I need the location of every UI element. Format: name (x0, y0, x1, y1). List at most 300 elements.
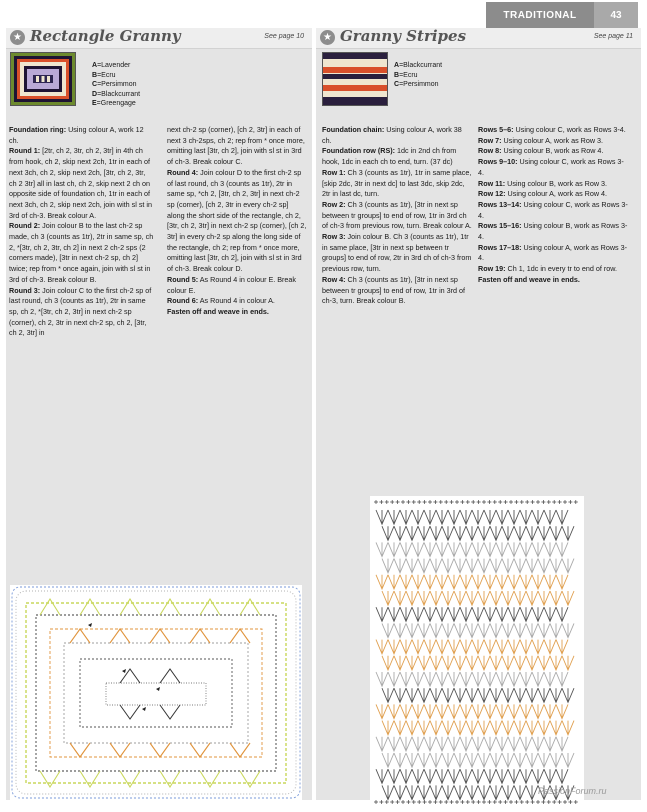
treble-cluster-mark (430, 785, 442, 799)
treble-cluster-mark (424, 575, 436, 589)
treble-cluster-mark (448, 704, 460, 718)
treble-cluster-mark (532, 542, 544, 556)
treble-cluster-mark (520, 640, 532, 654)
chain-stitch-mark (536, 500, 540, 504)
treble-cluster-mark (394, 591, 406, 605)
treble-cluster-mark (436, 575, 448, 589)
page-number: 43 (594, 2, 638, 28)
chain-stitch-mark (498, 500, 502, 504)
instruction-step: Row 19: Ch 1, 1dc in every tr to end of row. (478, 264, 618, 274)
treble-cluster-mark (424, 607, 436, 621)
treble-cluster-mark (412, 672, 424, 686)
treble-cluster-mark (448, 769, 460, 783)
treble-cluster-mark (562, 559, 574, 573)
treble-cluster-mark (514, 623, 526, 637)
treble-cluster-mark (502, 559, 514, 573)
treble-cluster-mark (388, 542, 400, 556)
treble-cluster-mark (556, 737, 568, 751)
chain-stitch-mark (574, 500, 578, 504)
chain-stitch-mark (450, 500, 454, 504)
treble-cluster-mark (418, 526, 430, 540)
chain-stitch-mark (444, 500, 448, 504)
instruction-step: Round 4: Join colour D to the first ch-2 sp of last round, ch 3 (counts as 1tr), 2tr in same sp, *ch 2, [3tr, ch 2, 3tr] in next ch-2 sp (corner), [ch 2, 3tr in every ch-2 sp] along the short side of the rectangle, ch 2, [3tr, ch 2, 3tr] in next ch-2 sp (corner), [ch 2, 3tr] in every ch-2 sp along the long side of the rectangle, ch 2; rep from * once more, omitting last [3tr, ch 2], join with sl st in 3rd of ch-3. Break colour D. (167, 167, 307, 274)
treble-cluster-mark (538, 753, 550, 767)
chain-stitch-mark (531, 800, 535, 804)
granny-stripes-panel (316, 28, 641, 800)
chain-stitch-mark (417, 500, 421, 504)
treble-cluster-mark (400, 704, 412, 718)
treble-cluster-mark (394, 688, 406, 702)
see-page-link[interactable]: See page 10 (264, 33, 304, 40)
treble-cluster-mark (550, 591, 562, 605)
stitch-row (376, 737, 568, 751)
chain-stitch-mark (498, 800, 502, 804)
chain-stitch-mark (558, 800, 562, 804)
treble-cluster-mark (478, 623, 490, 637)
treble-cluster-mark (448, 542, 460, 556)
treble-cluster-mark (496, 737, 508, 751)
chain-stitch-mark (423, 500, 427, 504)
treble-cluster-mark (550, 656, 562, 670)
treble-cluster-mark (562, 623, 574, 637)
instructions-column-1 (9, 125, 154, 339)
chain-stitch-mark (574, 800, 578, 804)
treble-cluster-mark (382, 656, 394, 670)
treble-cluster-mark (394, 753, 406, 767)
treble-cluster-mark (562, 753, 574, 767)
treble-cluster-mark (460, 607, 472, 621)
stitch-row (382, 721, 574, 735)
treble-cluster-mark (454, 785, 466, 799)
treble-cluster-mark (556, 672, 568, 686)
chain-stitch-mark (439, 800, 443, 804)
rectangle-granny-chart (10, 585, 302, 800)
treble-cluster-mark (532, 510, 544, 524)
treble-cluster-mark (412, 704, 424, 718)
treble-cluster-mark (496, 510, 508, 524)
treble-cluster-mark (484, 510, 496, 524)
treble-cluster-mark (430, 559, 442, 573)
stitch-row (376, 704, 568, 718)
treble-cluster-mark (454, 753, 466, 767)
treble-cluster-mark (454, 721, 466, 735)
treble-cluster-mark (514, 785, 526, 799)
instruction-step: next ch-2 sp (corner), [ch 2, 3tr] in each of next 3 ch-2sps, ch 2; rep from * once more, omitting last [3tr, ch 2], join with sl st in 3rd of ch-3. Break colour C. (167, 125, 305, 167)
chain-stitch-mark (401, 800, 405, 804)
treble-cluster-mark (526, 721, 538, 735)
chain-stitch-mark (439, 500, 443, 504)
instruction-step: Row 8: Using colour B, work as Row 4. (478, 146, 604, 156)
treble-cluster-mark (526, 591, 538, 605)
treble-cluster-mark (478, 526, 490, 540)
treble-cluster-mark (412, 510, 424, 524)
treble-cluster-mark (532, 769, 544, 783)
chain-stitch-mark (396, 500, 400, 504)
see-page-link[interactable]: See page 11 (593, 33, 633, 40)
chain-stitch-mark (374, 800, 378, 804)
chain-stitch-mark (487, 500, 491, 504)
colour-key-item: A=Blackcurrant (394, 62, 443, 69)
stitch-row (376, 542, 568, 556)
treble-cluster-mark (388, 737, 400, 751)
treble-cluster-mark (490, 656, 502, 670)
treble-cluster-mark (550, 721, 562, 735)
treble-cluster-mark (466, 656, 478, 670)
chain-stitch-mark (477, 800, 481, 804)
chain-stitch-mark (412, 500, 416, 504)
chain-stitch-mark (450, 800, 454, 804)
chain-stitch-mark (509, 800, 513, 804)
chain-stitch-mark (547, 800, 551, 804)
stitch-row (376, 575, 568, 589)
treble-cluster-mark (412, 737, 424, 751)
treble-cluster-mark (502, 785, 514, 799)
treble-cluster-mark (538, 526, 550, 540)
treble-cluster-mark (478, 721, 490, 735)
chain-stitch-mark (531, 500, 535, 504)
instruction-step: Rows 5–6: Using colour C, work as Rows 3-4. (478, 125, 626, 134)
chain-stitch-mark (455, 800, 459, 804)
treble-cluster-mark (394, 526, 406, 540)
treble-cluster-mark (382, 721, 394, 735)
treble-cluster-mark (550, 526, 562, 540)
instruction-step: Round 5: As Round 4 in colour E. Break colour E. (167, 274, 297, 295)
treble-cluster-mark (382, 785, 394, 799)
treble-cluster-mark (502, 623, 514, 637)
chain-stitch-mark (525, 800, 529, 804)
treble-cluster-mark (544, 575, 556, 589)
treble-cluster-mark (490, 688, 502, 702)
chain-stitch-mark (563, 800, 567, 804)
treble-cluster-mark (490, 721, 502, 735)
treble-cluster-mark (460, 542, 472, 556)
treble-cluster-mark (484, 737, 496, 751)
chain-stitch-mark (504, 500, 508, 504)
granny-stripes-chart (370, 496, 584, 812)
star-icon: ★ (10, 30, 25, 45)
treble-cluster-mark (382, 526, 394, 540)
treble-cluster-mark (448, 737, 460, 751)
panel-header (6, 28, 312, 49)
treble-cluster-mark (424, 672, 436, 686)
treble-cluster-mark (394, 785, 406, 799)
treble-cluster-mark (490, 623, 502, 637)
chain-stitch-mark (460, 500, 464, 504)
treble-cluster-mark (448, 640, 460, 654)
treble-cluster-mark (460, 510, 472, 524)
treble-cluster-mark (478, 656, 490, 670)
panel-header (316, 28, 641, 49)
colour-key-item: B=Ecru (92, 71, 116, 79)
chain-stitch-mark (487, 800, 491, 804)
treble-cluster-mark (442, 688, 454, 702)
treble-cluster-mark (406, 559, 418, 573)
instruction-step: Round 6: As Round 4 in colour A. (167, 296, 275, 306)
treble-cluster-mark (412, 607, 424, 621)
instructions-column-1 (322, 125, 472, 307)
treble-cluster-mark (538, 623, 550, 637)
treble-cluster-mark (502, 526, 514, 540)
treble-cluster-mark (376, 672, 388, 686)
treble-cluster-mark (472, 575, 484, 589)
treble-cluster-mark (454, 526, 466, 540)
treble-cluster-mark (424, 737, 436, 751)
chain-stitch-mark (455, 500, 459, 504)
chain-stitch-mark (568, 800, 572, 804)
stitch-row (382, 591, 574, 605)
treble-cluster-mark (466, 688, 478, 702)
treble-cluster-mark (406, 688, 418, 702)
chain-stitch-mark (406, 500, 410, 504)
treble-cluster-mark (556, 542, 568, 556)
treble-cluster-mark (484, 607, 496, 621)
treble-cluster-mark (430, 591, 442, 605)
treble-cluster-mark (412, 769, 424, 783)
chain-stitch-mark (493, 800, 497, 804)
treble-cluster-mark (448, 672, 460, 686)
instruction-step: Fasten off and weave in ends. (478, 274, 580, 284)
treble-cluster-mark (466, 753, 478, 767)
treble-cluster-mark (406, 721, 418, 735)
treble-cluster-mark (466, 591, 478, 605)
rectangle-granny-swatch-photo (10, 52, 76, 106)
treble-cluster-mark (448, 607, 460, 621)
treble-cluster-mark (382, 753, 394, 767)
treble-cluster-mark (376, 607, 388, 621)
instruction-step: Round 3: Join colour C to the first ch-2 sp of last round, ch 3 (counts as 1tr), 2tr in same sp, ch 2, *[3tr, ch 2, 3tr] in next ch-2 sp (corner), ch 2, 3tr in next ch-2 sp, ch 2, [3tr, ch 2, 3tr] in (9, 285, 152, 338)
page-header (0, 0, 647, 28)
chain-stitch-mark (406, 800, 410, 804)
treble-cluster-mark (526, 656, 538, 670)
treble-cluster-mark (484, 575, 496, 589)
treble-cluster-mark (418, 591, 430, 605)
instruction-step: Round 1: [2tr, ch 2, 3tr, ch 2, 3tr] in 4th ch from hook, ch 2, skip next 2ch, 1tr in each of next 3ch, ch 2, skip next 2ch, [3tr, ch 2, 3tr, ch 2 3tr] all in last ch, ch 2, skip next 2 ch on opposite side of foundation ch, 1tr in each of next 3ch, ch 2, skip next 2ch, join with sl st in 3rd of ch-3. Break colour A. (9, 146, 153, 220)
treble-cluster-mark (442, 591, 454, 605)
treble-cluster-mark (496, 607, 508, 621)
stitch-row (382, 753, 574, 767)
instruction-step: Row 12: Using colour A, work as Row 4. (478, 189, 608, 199)
treble-cluster-mark (394, 656, 406, 670)
treble-cluster-mark (550, 559, 562, 573)
treble-cluster-mark (460, 769, 472, 783)
treble-cluster-mark (418, 623, 430, 637)
treble-cluster-mark (538, 688, 550, 702)
treble-cluster-mark (544, 737, 556, 751)
treble-cluster-mark (514, 559, 526, 573)
treble-cluster-mark (508, 575, 520, 589)
treble-cluster-mark (502, 656, 514, 670)
treble-cluster-mark (508, 769, 520, 783)
treble-cluster-mark (562, 688, 574, 702)
instruction-step: Row 3: Join colour B. Ch 3 (counts as 1tr), 1tr in same place, [3tr in next sp between tr groups] to end of row, 2tr in 3rd ch of ch-3 from previous row, turn. (322, 232, 472, 274)
treble-cluster-mark (544, 704, 556, 718)
treble-cluster-mark (394, 559, 406, 573)
stitch-row (382, 559, 574, 573)
treble-cluster-mark (406, 591, 418, 605)
instruction-step: Foundation ring: Using colour A, work 12 ch. (9, 125, 144, 145)
treble-cluster-mark (544, 672, 556, 686)
treble-cluster-mark (460, 737, 472, 751)
treble-cluster-mark (562, 721, 574, 735)
treble-cluster-mark (460, 704, 472, 718)
treble-cluster-mark (520, 575, 532, 589)
treble-cluster-mark (472, 607, 484, 621)
treble-cluster-mark (472, 542, 484, 556)
treble-cluster-mark (550, 688, 562, 702)
chain-stitch-mark (482, 500, 486, 504)
instruction-step: Row 7: Using colour A, work as Row 3. (478, 135, 604, 145)
treble-cluster-mark (454, 623, 466, 637)
colour-key-item: B=Ecru (394, 71, 418, 79)
instruction-step: Round 2: Join colour B to the last ch-2 sp made, ch 3 (counts as 1tr), 2tr in same sp, ch 2, *[3tr, ch 2, 3tr, ch 2] in next 2 ch-2 sps (2 corners made), [3tr in next ch-2 sp, ch 2] twice; rep from * once again, join with sl st in 3rd of ch-3. Break colour B. (9, 221, 154, 284)
treble-cluster-mark (472, 737, 484, 751)
treble-cluster-mark (484, 704, 496, 718)
treble-cluster-mark (460, 672, 472, 686)
treble-cluster-mark (436, 769, 448, 783)
treble-cluster-mark (490, 526, 502, 540)
stitch-row (382, 688, 574, 702)
colour-key-item: E=Greengage (92, 100, 136, 107)
chain-stitch-mark (466, 800, 470, 804)
treble-cluster-mark (424, 769, 436, 783)
treble-cluster-mark (382, 559, 394, 573)
treble-cluster-mark (454, 559, 466, 573)
treble-cluster-mark (502, 753, 514, 767)
chain-stitch-mark (541, 500, 545, 504)
treble-cluster-mark (442, 623, 454, 637)
chain-stitch-mark (433, 500, 437, 504)
treble-cluster-mark (538, 721, 550, 735)
chain-stitch-mark (385, 800, 389, 804)
treble-cluster-mark (388, 704, 400, 718)
treble-cluster-mark (502, 591, 514, 605)
pattern-title: Granny Stripes (340, 27, 467, 45)
treble-cluster-mark (466, 559, 478, 573)
treble-cluster-mark (526, 785, 538, 799)
treble-cluster-mark (388, 640, 400, 654)
treble-cluster-mark (454, 656, 466, 670)
stitch-row (382, 623, 574, 637)
chain-stitch-mark (379, 500, 383, 504)
stitch-row (376, 672, 568, 686)
treble-cluster-mark (442, 526, 454, 540)
chain-stitch-mark (541, 800, 545, 804)
treble-cluster-mark (430, 688, 442, 702)
treble-cluster-mark (508, 640, 520, 654)
treble-cluster-mark (442, 785, 454, 799)
treble-cluster-mark (556, 575, 568, 589)
treble-cluster-mark (436, 607, 448, 621)
treble-cluster-mark (400, 510, 412, 524)
treble-cluster-mark (496, 769, 508, 783)
treble-cluster-mark (544, 640, 556, 654)
instruction-step: Fasten off and weave in ends. (167, 306, 269, 316)
treble-cluster-mark (376, 542, 388, 556)
treble-cluster-mark (430, 753, 442, 767)
treble-cluster-mark (436, 640, 448, 654)
treble-cluster-mark (436, 704, 448, 718)
treble-cluster-mark (538, 591, 550, 605)
treble-cluster-mark (526, 688, 538, 702)
treble-cluster-mark (496, 704, 508, 718)
colour-key-item: C=Persimmon (92, 81, 137, 88)
treble-cluster-mark (376, 769, 388, 783)
treble-cluster-mark (406, 623, 418, 637)
treble-cluster-mark (400, 769, 412, 783)
treble-cluster-mark (490, 753, 502, 767)
treble-cluster-mark (532, 672, 544, 686)
treble-cluster-mark (466, 526, 478, 540)
treble-cluster-mark (520, 737, 532, 751)
treble-cluster-mark (520, 607, 532, 621)
chain-stitch-mark (423, 800, 427, 804)
treble-cluster-mark (400, 672, 412, 686)
treble-cluster-mark (556, 510, 568, 524)
treble-cluster-mark (484, 542, 496, 556)
treble-cluster-mark (442, 753, 454, 767)
treble-cluster-mark (466, 721, 478, 735)
chain-stitch-mark (514, 800, 518, 804)
treble-cluster-mark (532, 704, 544, 718)
treble-cluster-mark (550, 623, 562, 637)
chain-stitch-mark (493, 500, 497, 504)
treble-cluster-mark (406, 656, 418, 670)
treble-cluster-mark (532, 737, 544, 751)
treble-cluster-mark (454, 688, 466, 702)
treble-cluster-mark (508, 542, 520, 556)
treble-cluster-mark (388, 575, 400, 589)
colour-key (92, 61, 140, 109)
chain-stitch-mark (552, 800, 556, 804)
treble-cluster-mark (484, 769, 496, 783)
treble-cluster-mark (544, 542, 556, 556)
instruction-step: Rows 17–18: Using colour A, work as Rows 3-4. (478, 242, 628, 263)
instruction-step: Foundation row (RS): 1dc in 2nd ch from hook, 1dc in each ch to end, turn. (37 dc) (322, 146, 457, 167)
treble-cluster-mark (562, 591, 574, 605)
pattern-title: Rectangle Granny (30, 27, 181, 45)
chain-stitch-mark (412, 800, 416, 804)
treble-cluster-mark (562, 656, 574, 670)
treble-cluster-mark (406, 785, 418, 799)
chain-stitch-mark (477, 500, 481, 504)
chain-stitch-mark (471, 800, 475, 804)
treble-cluster-mark (382, 623, 394, 637)
instruction-step: Rows 15–16: Using colour B, work as Rows 3-4. (478, 221, 628, 242)
chain-stitch-mark (379, 800, 383, 804)
treble-cluster-mark (478, 559, 490, 573)
treble-cluster-mark (424, 510, 436, 524)
chain-stitch-mark (563, 500, 567, 504)
treble-cluster-mark (418, 753, 430, 767)
chain-stitch-mark (401, 500, 405, 504)
treble-cluster-mark (472, 769, 484, 783)
chain-stitch-mark (509, 500, 513, 504)
treble-cluster-mark (472, 672, 484, 686)
instruction-step: Rows 9–10: Using colour C, work as Rows 3-4. (478, 157, 624, 177)
instruction-step: Foundation chain: Using colour A, work 38 ch. (322, 125, 462, 145)
treble-cluster-mark (526, 623, 538, 637)
instruction-step: Row 2: Ch 3 (counts as 1tr), [3tr in next sp between tr groups] to end of row, 1tr in 3rd ch of ch-3 from previous row, turn. Break colour A. (322, 199, 472, 231)
instruction-step: Row 4: Ch 3 (counts as 1tr), [3tr in next sp between tr groups] to end of row, 1tr in 3rd of ch-3, turn. Break colour B. (322, 274, 466, 306)
star-icon: ★ (320, 30, 335, 45)
stitch-row (376, 607, 568, 621)
treble-cluster-mark (496, 575, 508, 589)
treble-cluster-mark (526, 753, 538, 767)
treble-cluster-mark (508, 607, 520, 621)
treble-cluster-mark (502, 721, 514, 735)
treble-cluster-mark (376, 575, 388, 589)
treble-cluster-mark (418, 688, 430, 702)
